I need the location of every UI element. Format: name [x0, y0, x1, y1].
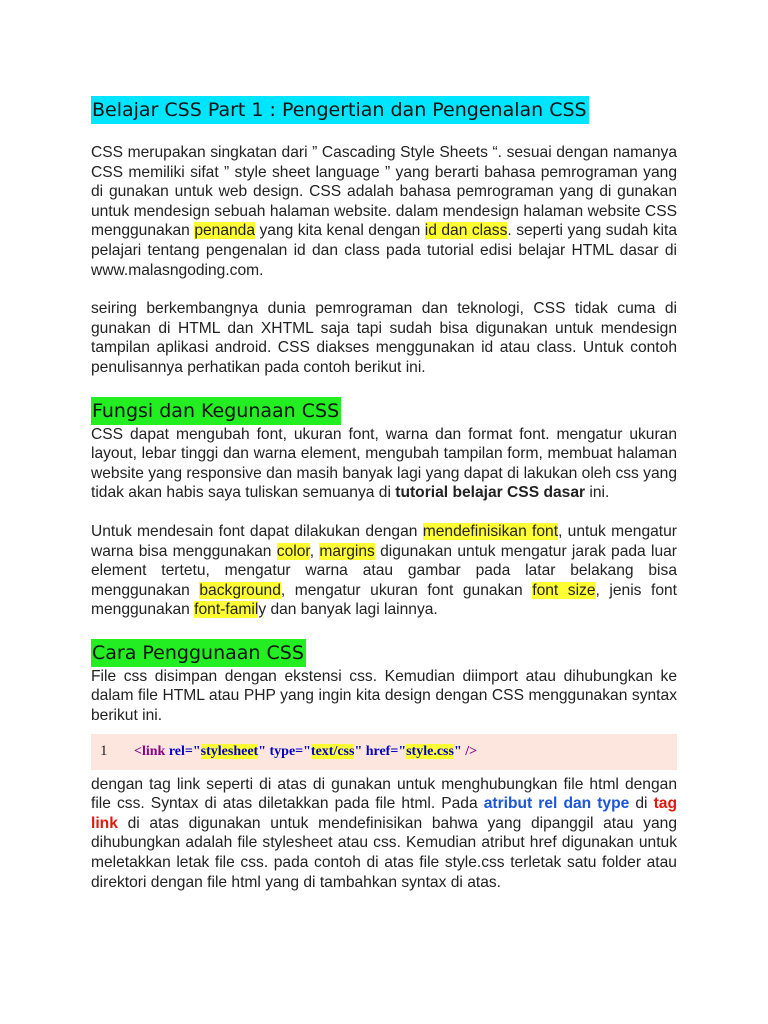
text-run: , untuk mengatur warna bisa menggunakan — [91, 522, 678, 560]
highlight-background: background — [199, 581, 281, 599]
text-run: dengan tag link seperti di atas di gunakan untuk menghubungkan file html dengan file css. Syntax di atas diletakkan pada file html. Pada — [91, 775, 677, 813]
highlight-penanda: penanda — [194, 222, 256, 240]
code-attr: " — [453, 743, 462, 759]
code-tag-close: /> — [461, 743, 478, 759]
paragraph-tag-link — [91, 775, 677, 893]
code-attr: rel=" — [165, 743, 201, 759]
code-line-number: 1 — [100, 743, 108, 760]
link-tag-link[interactable]: tag link — [91, 795, 677, 832]
text-run: CSS dapat mengubah font, ukuran font, warna dan format font. mengatur ukuran layout, lebar tinggi dan warna element, mengubah tampilan form, membuat halaman website yang responsive dan masih banyak lagi yang dapat di lakukan oleh css yang tidak akan habis saya tuliskan semuanya di — [91, 425, 677, 502]
text-run: . seperti yang sudah kita pelajari tentang pengenalan id dan class pada tutorial edisi belajar HTML dasar di www.malasngoding.com. — [91, 222, 677, 279]
paragraph-intro — [91, 143, 677, 280]
code-value: stylesheet — [200, 743, 259, 759]
paragraph-development: seiring berkembangnya dunia pemrograman dan teknologi, CSS tidak cuma di gunakan di HTML dan XHTML saja tapi sudah bisa digunakan untuk mendesign tampilan aplikasi android. CSS diakses menggunakan id atau class. Untuk contoh penulisannya perhatikan pada contoh berikut ini. — [91, 300, 677, 376]
paragraph-fungsi — [91, 425, 677, 503]
code-block — [91, 734, 677, 770]
text-run: di — [629, 795, 654, 813]
code-line — [134, 744, 477, 760]
page-title: Belajar CSS Part 1 : Pengertian dan Pengenalan CSS — [91, 96, 589, 124]
link-atribut-rel-type[interactable]: atribut rel dan type — [483, 795, 630, 813]
text-run: digunakan untuk mengatur jarak pada luar element tertetu, mengatur warna atau gambar pada latar belakang bisa menggunakan — [91, 542, 677, 599]
code-attr: " href=" — [354, 743, 407, 759]
code-value: text/css — [310, 743, 355, 759]
text-run: CSS merupakan singkatan dari ” Cascading Style Sheets “. sesuai dengan namanya CSS memiliki sifat ” style sheet language ” yang berarti bahasa pemrograman yang di gunakan untuk web design. CSS adalah bahasa pemrograman yang di gunakan untuk mendesign sebuah halaman website. dalam mendesign halaman website CSS menggunakan — [91, 144, 677, 240]
section-heading-cara: Cara Penggunaan CSS — [91, 639, 306, 667]
highlight-mendefinisikan-font: mendefinisikan font — [422, 522, 559, 540]
code-tag-open: <link — [134, 743, 166, 759]
text-run: Untuk mendesain font dapat dilakukan dengan — [91, 522, 423, 540]
paragraph-font — [91, 522, 677, 620]
code-value: style.css — [406, 743, 454, 759]
paragraph-cara: File css disimpan dengan ekstensi css. Kemudian diimport atau dihubungkan ke dalam file HTML atau PHP yang ingin kita design dengan CSS menggunakan syntax berikut ini. — [91, 667, 677, 725]
text-run: yang kita kenal dengan — [255, 222, 425, 240]
text-run: , mengatur ukuran font gunakan — [280, 581, 533, 599]
text-run: , jenis font menggunakan — [91, 581, 678, 619]
highlight-margins: margins — [319, 542, 375, 560]
section-heading-fungsi: Fungsi dan Kegunaan CSS — [91, 397, 341, 425]
text-run: di atas digunakan untuk mendefinisikan bahwa yang dipanggil atau yang dihubungkan adalah file stylesheet atau css. Kemudian atribut href digunakan untuk meletakkan letak file css. pada contoh di atas file style.css terletak satu folder atau direktori dengan file html yang di tambahkan syntax di atas. — [91, 814, 677, 891]
highlight-id-class: id dan class — [424, 222, 508, 240]
document-page — [91, 96, 677, 892]
code-attr: " type=" — [258, 743, 311, 759]
highlight-font-size: font size — [532, 581, 596, 599]
highlight-font-family: font-famil — [194, 601, 259, 619]
highlight-color: color — [276, 542, 310, 560]
bold-tutorial: tutorial belajar CSS dasar — [395, 484, 586, 502]
text-run: , — [309, 542, 320, 560]
text-run: y dan banyak lagi lainnya. — [258, 601, 438, 619]
text-run: ini. — [585, 484, 610, 502]
